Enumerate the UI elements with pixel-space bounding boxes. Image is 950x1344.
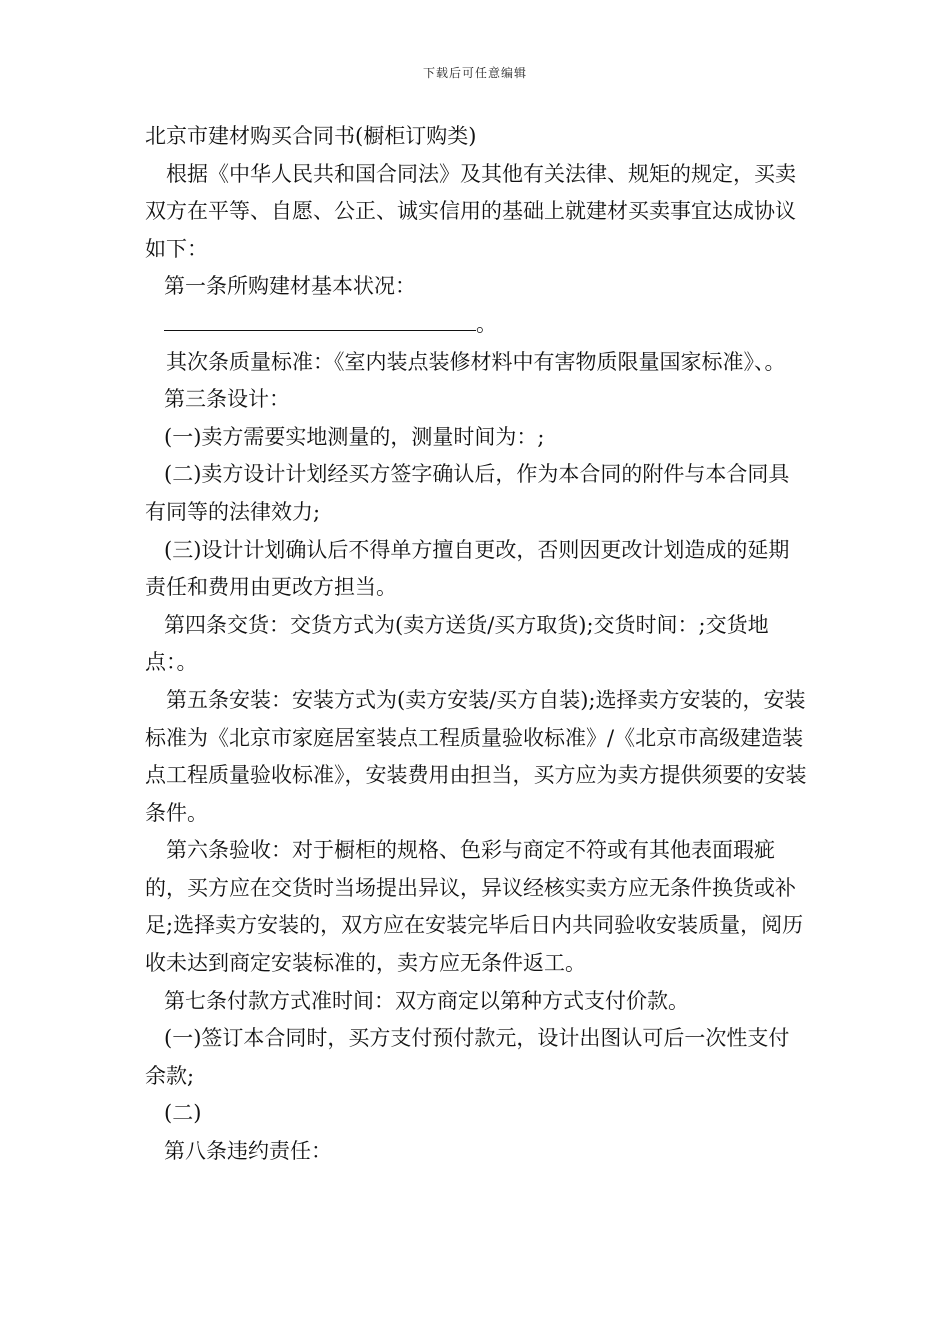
article-7-clause-2: (二) <box>164 1101 202 1126</box>
article-5-paragraph: 第五条安装：安装方式为(卖方安装/买方自装);选择卖方安装的，安装标准为《北京市家庭居室装点工程质量验收标准》/《北京市高级建造装点工程质量验收标准》，安装费用由担当，买方应为卖方提供须要的安装条件。 <box>145 687 807 825</box>
article-4-paragraph: 第四条交货：交货方式为(卖方送货/买方取货);交货时间：;交货地点：。 <box>145 612 769 675</box>
article-3-clause-2: (二)卖方设计计划经买方签字确认后，作为本合同的附件与本合同具有同等的法律效力; <box>145 462 790 524</box>
article-1-heading: 第一条所购建材基本状况： <box>164 274 416 299</box>
fill-in-blank-line <box>164 306 476 331</box>
page-header: 下载后可任意编辑 <box>422 66 527 80</box>
preamble-paragraph: 根据《中华人民共和国合同法》及其他有关法律、规矩的规定，买卖双方在平等、自愿、公正、诚实信用的基础上就建材买卖事宜达成协议如下： <box>145 161 796 261</box>
article-1-blank-end: 。 <box>476 311 497 336</box>
article-3-clause-3: (三)设计计划确认后不得单方擅自更改，否则因更改计划造成的延期责任和费用由更改方担当。 <box>145 537 790 600</box>
article-1-blank <box>145 306 807 344</box>
article-6-paragraph: 第六条验收：对于橱柜的规格、色彩与商定不符或有其他表面瑕疵的，买方应在交货时当场提出异议，异议经核实卖方应无条件换货或补足;选择卖方安装的，双方应在安装完毕后日内共同验收安装质量，阅历收未达到商定安装标准的，卖方应无条件返工。 <box>145 838 804 976</box>
article-8-heading: 第八条违约责任： <box>164 1139 332 1164</box>
document-title: 北京市建材购买合同书(橱柜订购类) <box>145 124 477 148</box>
article-7-clause-1: (一)签订本合同时，买方支付预付款元，设计出图认可后一次性支付余款; <box>145 1026 790 1088</box>
article-2-paragraph: 其次条质量标准：《室内装点装修材料中有害物质限量国家标准》、。 <box>166 349 786 374</box>
article-7-heading: 第七条付款方式准时间：双方商定以第种方式支付价款。 <box>164 988 689 1013</box>
contract-body <box>145 118 807 1171</box>
article-3-clause-1: (一)卖方需要实地测量的，测量时间为：; <box>164 424 545 449</box>
article-3-heading: 第三条设计： <box>164 387 290 412</box>
